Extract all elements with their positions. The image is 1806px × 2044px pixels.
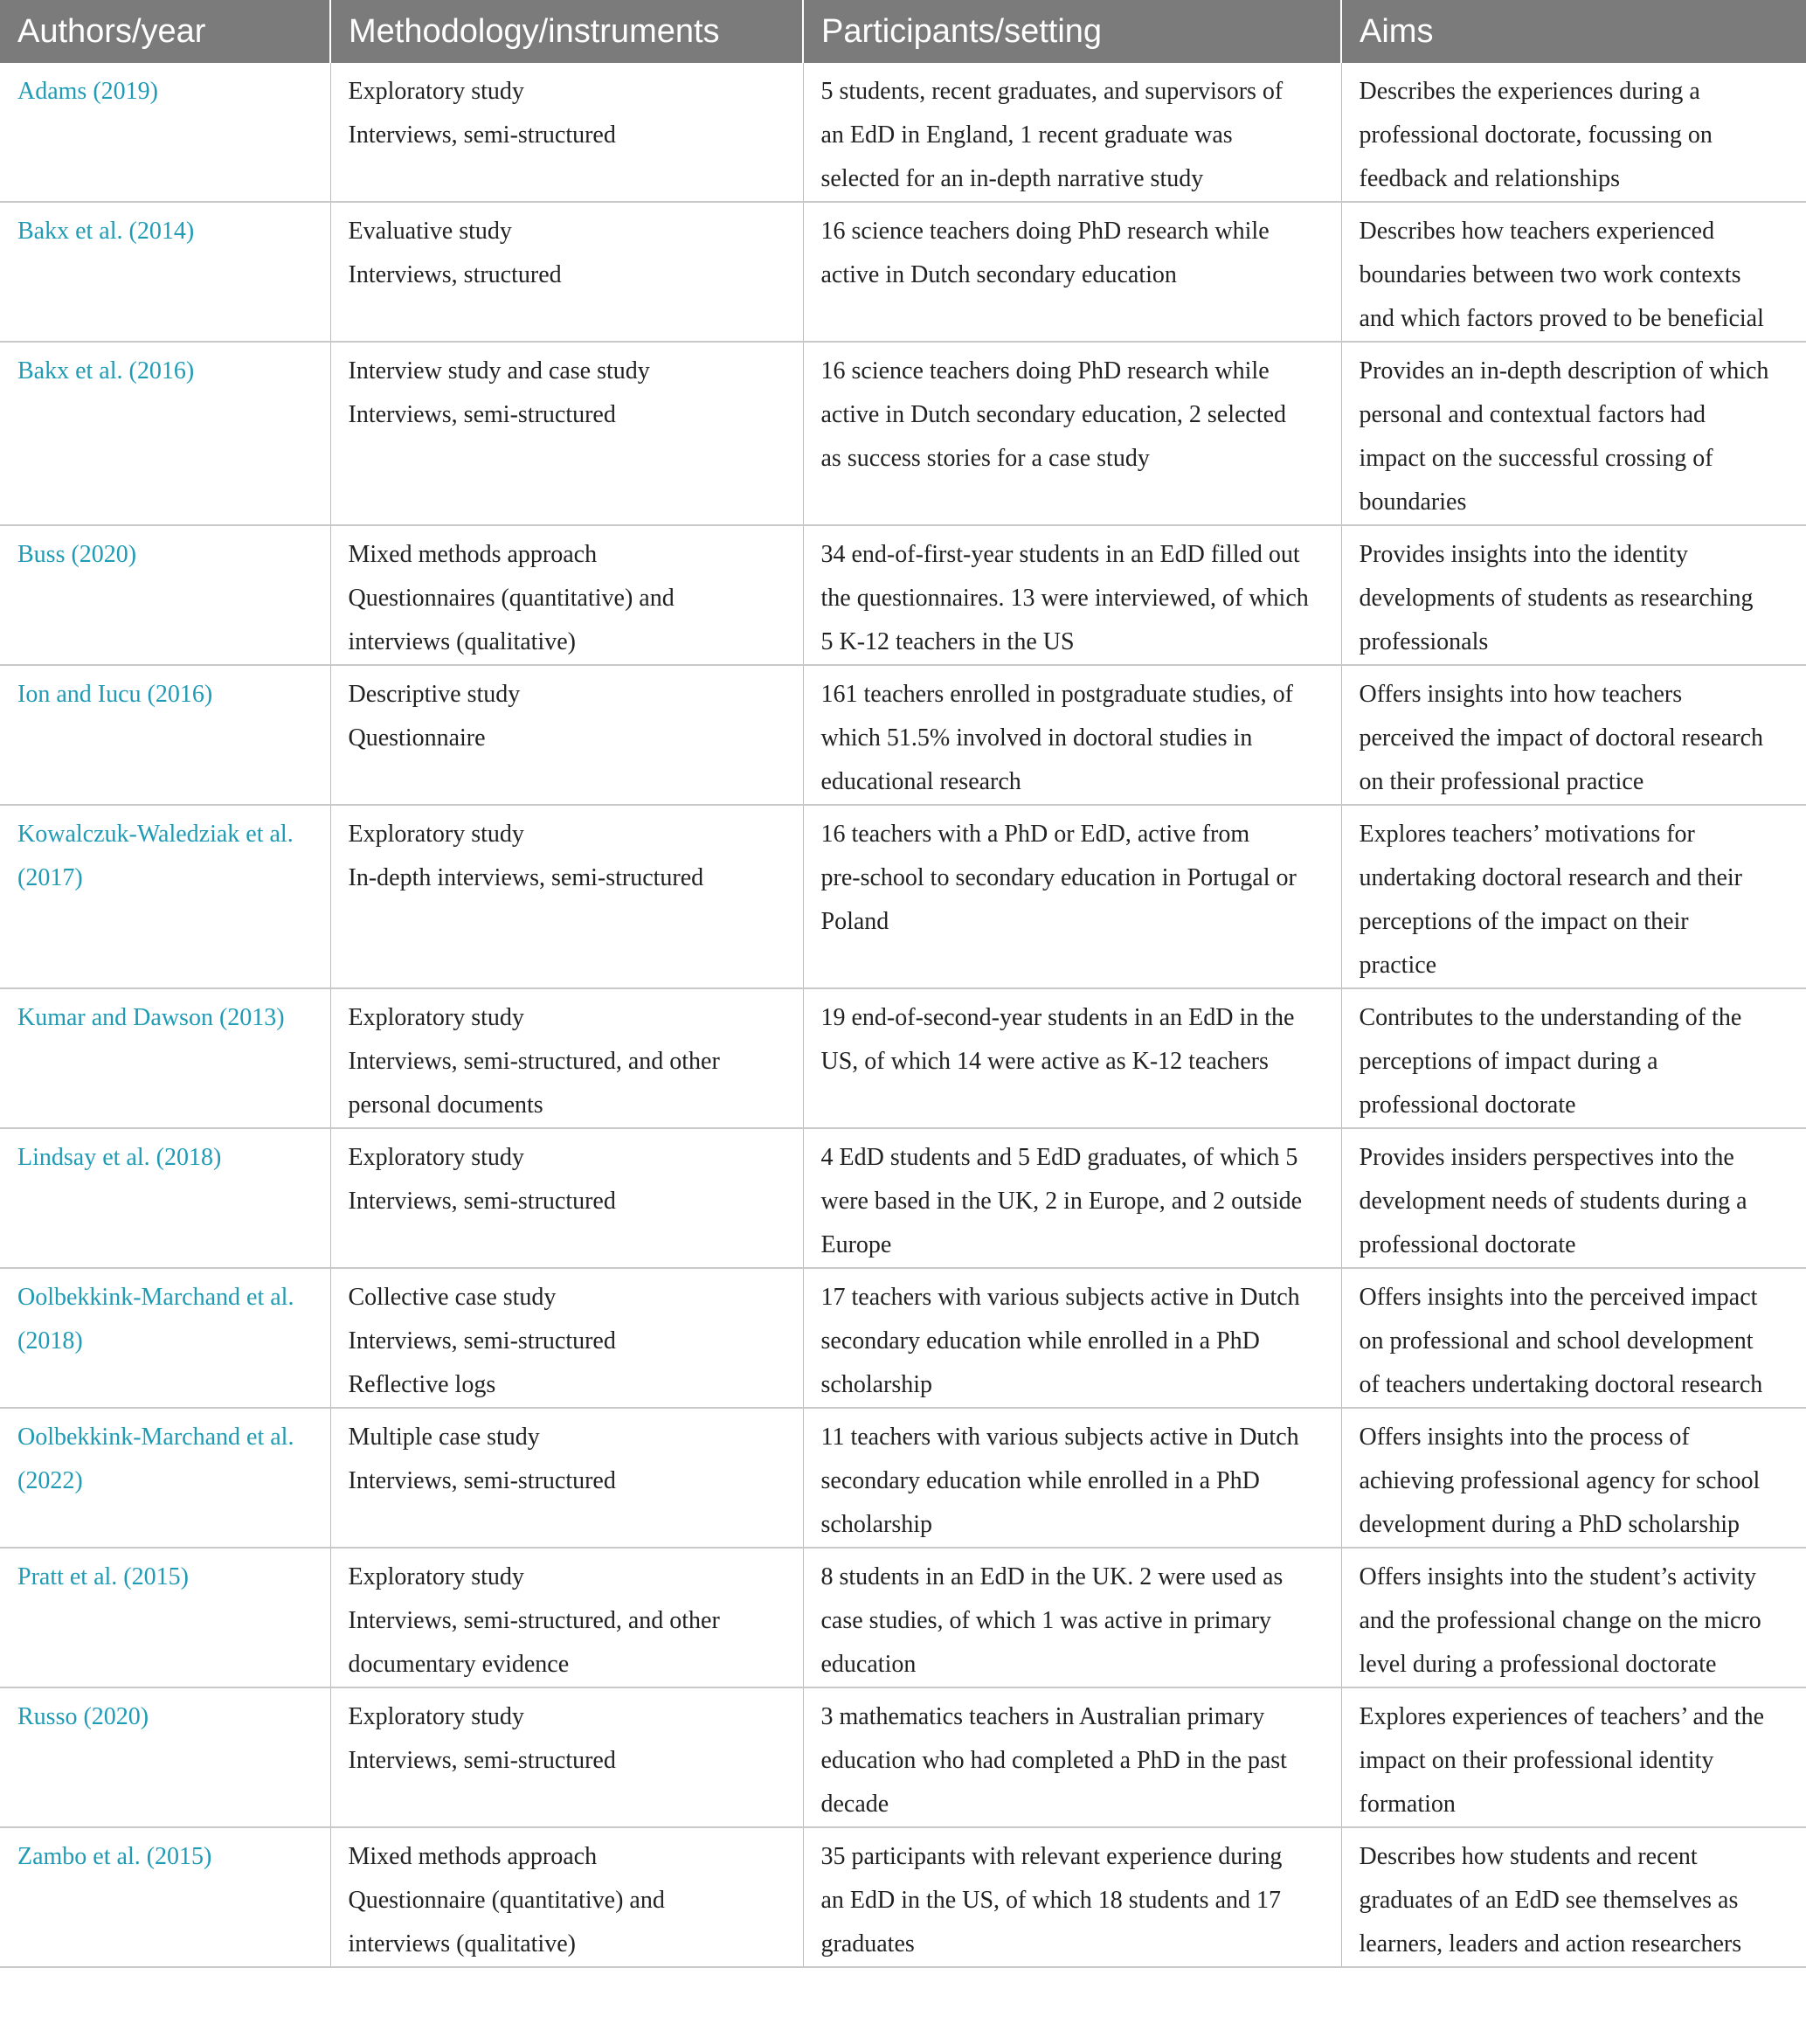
participants-cell xyxy=(803,1827,1341,1967)
aims-line: perceptions of impact during a xyxy=(1359,1048,1658,1075)
author-link[interactable]: (2018) xyxy=(17,1327,83,1355)
author-link[interactable]: Russo (2020) xyxy=(17,1703,149,1730)
table-row xyxy=(0,1687,1806,1827)
methodology-cell xyxy=(330,805,803,988)
methodology-line: Questionnaire (quantitative) and xyxy=(348,1887,665,1914)
aims-line: perceptions of the impact on their xyxy=(1359,908,1689,935)
participants-line: scholarship xyxy=(820,1511,933,1538)
header-participants-setting: Participants/setting xyxy=(803,0,1341,63)
participants-line: US, of which 14 were active as K-12 teachers xyxy=(820,1048,1269,1075)
participants-line: educational research xyxy=(820,768,1021,795)
participants-line: an EdD in England, 1 recent graduate was xyxy=(820,121,1233,149)
aims-cell xyxy=(1341,1408,1806,1548)
methodology-line: Multiple case study xyxy=(348,1424,540,1451)
methodology-line: Exploratory study xyxy=(348,1703,524,1730)
participants-line: graduates xyxy=(820,1930,915,1957)
author-cell[interactable] xyxy=(0,1548,330,1687)
aims-line: level during a professional doctorate xyxy=(1359,1651,1717,1678)
methodology-line: documentary evidence xyxy=(348,1651,570,1678)
aims-cell xyxy=(1341,202,1806,342)
participants-line: 16 teachers with a PhD or EdD, active from xyxy=(820,821,1250,848)
participants-line: Europe xyxy=(820,1231,892,1258)
author-cell[interactable] xyxy=(0,988,330,1128)
participants-line: scholarship xyxy=(820,1371,933,1398)
participants-line: 5 students, recent graduates, and supervisors of xyxy=(820,78,1284,105)
table-row xyxy=(0,342,1806,525)
aims-line: formation xyxy=(1359,1791,1456,1818)
aims-line: boundaries between two work contexts xyxy=(1359,261,1741,288)
participants-cell xyxy=(803,988,1341,1128)
aims-line: personal and contextual factors had xyxy=(1359,401,1706,428)
aims-line: development during a PhD scholarship xyxy=(1359,1511,1740,1538)
aims-line: boundaries xyxy=(1359,488,1467,516)
aims-line: practice xyxy=(1359,952,1437,979)
methodology-cell xyxy=(330,1408,803,1548)
aims-line: Offers insights into how teachers xyxy=(1359,681,1683,708)
author-link[interactable]: Kumar and Dawson (2013) xyxy=(17,1004,285,1031)
aims-cell xyxy=(1341,525,1806,665)
methodology-cell xyxy=(330,1128,803,1268)
author-cell[interactable] xyxy=(0,1687,330,1827)
author-link[interactable]: Oolbekkink-Marchand et al. xyxy=(17,1424,294,1451)
participants-line: 16 science teachers doing PhD research while xyxy=(820,357,1270,385)
table-row xyxy=(0,988,1806,1128)
aims-line: professional doctorate, focussing on xyxy=(1359,121,1713,149)
methodology-cell xyxy=(330,63,803,202)
author-cell[interactable] xyxy=(0,63,330,202)
table-row xyxy=(0,1548,1806,1687)
methodology-cell xyxy=(330,202,803,342)
aims-cell xyxy=(1341,1827,1806,1967)
methodology-line: Interviews, semi-structured xyxy=(348,1467,616,1494)
participants-line: decade xyxy=(820,1791,889,1818)
author-cell[interactable] xyxy=(0,805,330,988)
table-row xyxy=(0,1268,1806,1408)
aims-line: Describes the experiences during a xyxy=(1359,78,1700,105)
methodology-line: Interviews, semi-structured xyxy=(348,401,616,428)
methodology-line: Exploratory study xyxy=(348,1144,524,1171)
participants-line: education who had completed a PhD in the past xyxy=(820,1747,1287,1774)
participants-line: 11 teachers with various subjects active in Dutch xyxy=(820,1424,1299,1451)
participants-cell xyxy=(803,63,1341,202)
table-row xyxy=(0,202,1806,342)
aims-line: professional doctorate xyxy=(1359,1231,1576,1258)
aims-cell xyxy=(1341,988,1806,1128)
author-cell[interactable] xyxy=(0,1268,330,1408)
methodology-line: Interviews, semi-structured xyxy=(348,1327,616,1355)
table-row xyxy=(0,1827,1806,1967)
author-cell[interactable] xyxy=(0,1827,330,1967)
participants-line: selected for an in-depth narrative study xyxy=(820,165,1204,192)
participants-cell xyxy=(803,665,1341,805)
author-link[interactable]: Bakx et al. (2016) xyxy=(17,357,195,385)
author-link[interactable]: Adams (2019) xyxy=(17,78,158,105)
participants-line: 161 teachers enrolled in postgraduate studies, of xyxy=(820,681,1293,708)
table-row xyxy=(0,665,1806,805)
aims-line: learners, leaders and action researchers xyxy=(1359,1930,1742,1957)
participants-line: were based in the UK, 2 in Europe, and 2 outside xyxy=(820,1188,1303,1215)
author-link[interactable]: Oolbekkink-Marchand et al. xyxy=(17,1284,294,1311)
participants-line: 3 mathematics teachers in Australian primary xyxy=(820,1703,1265,1730)
aims-cell xyxy=(1341,665,1806,805)
participants-cell xyxy=(803,1408,1341,1548)
author-link[interactable]: Zambo et al. (2015) xyxy=(17,1843,212,1870)
aims-line: Offers insights into the process of xyxy=(1359,1424,1690,1451)
methodology-line: Interviews, structured xyxy=(348,261,562,288)
participants-line: as success stories for a case study xyxy=(820,445,1150,472)
methodology-line: In-depth interviews, semi-structured xyxy=(348,864,704,891)
participants-line: 8 students in an EdD in the UK. 2 were used as xyxy=(820,1563,1284,1590)
participants-line: the questionnaires. 13 were interviewed, of which xyxy=(820,585,1309,612)
participants-line: 5 K-12 teachers in the US xyxy=(820,628,1075,655)
table-header xyxy=(0,0,1806,63)
participants-line: 17 teachers with various subjects active in Dutch xyxy=(820,1284,1300,1311)
methodology-line: Descriptive study xyxy=(348,681,521,708)
methodology-cell xyxy=(330,1548,803,1687)
participants-line: 35 participants with relevant experience during xyxy=(820,1843,1283,1870)
methodology-cell xyxy=(330,525,803,665)
aims-line: Explores experiences of teachers’ and the xyxy=(1359,1703,1765,1730)
participants-line: 16 science teachers doing PhD research while xyxy=(820,218,1270,245)
aims-line: and the professional change on the micro xyxy=(1359,1607,1761,1634)
methodology-line: Interviews, semi-structured xyxy=(348,121,616,149)
aims-line: Contributes to the understanding of the xyxy=(1359,1004,1742,1031)
aims-line: development needs of students during a xyxy=(1359,1188,1747,1215)
aims-line: and which factors proved to be beneficial xyxy=(1359,305,1764,332)
aims-line: perceived the impact of doctoral research xyxy=(1359,724,1764,752)
header-authors-year: Authors/year xyxy=(0,0,330,63)
participants-line: 34 end-of-first-year students in an EdD filled out xyxy=(820,541,1300,568)
participants-line: an EdD in the US, of which 18 students and 17 xyxy=(820,1887,1281,1914)
participants-line: 19 end-of-second-year students in an EdD in the xyxy=(820,1004,1295,1031)
aims-cell xyxy=(1341,342,1806,525)
aims-line: graduates of an EdD see themselves as xyxy=(1359,1887,1739,1914)
participants-cell xyxy=(803,1687,1341,1827)
aims-cell xyxy=(1341,1548,1806,1687)
methodology-line: Reflective logs xyxy=(348,1371,496,1398)
author-link[interactable]: Bakx et al. (2014) xyxy=(17,218,195,245)
methodology-line: Interviews, semi-structured, and other xyxy=(348,1607,720,1634)
participants-cell xyxy=(803,202,1341,342)
aims-line: Provides an in-depth description of which xyxy=(1359,357,1769,385)
author-cell[interactable] xyxy=(0,525,330,665)
author-link[interactable]: (2022) xyxy=(17,1467,83,1494)
participants-line: Poland xyxy=(820,908,889,935)
participants-cell xyxy=(803,1548,1341,1687)
participants-line: 4 EdD students and 5 EdD graduates, of which 5 xyxy=(820,1144,1298,1171)
methodology-line: Interviews, semi-structured xyxy=(348,1188,616,1215)
header-row xyxy=(0,0,1806,63)
author-link[interactable]: Kowalczuk-Waledziak et al. xyxy=(17,821,294,848)
table-body xyxy=(0,63,1806,1967)
participants-line: active in Dutch secondary education xyxy=(820,261,1177,288)
table-row xyxy=(0,525,1806,665)
aims-cell xyxy=(1341,63,1806,202)
participants-cell xyxy=(803,1268,1341,1408)
header-aims: Aims xyxy=(1341,0,1806,63)
methodology-line: Exploratory study xyxy=(348,1563,524,1590)
author-cell[interactable] xyxy=(0,1408,330,1548)
aims-line: impact on their professional identity xyxy=(1359,1747,1714,1774)
aims-line: on professional and school development xyxy=(1359,1327,1754,1355)
author-link[interactable]: Pratt et al. (2015) xyxy=(17,1563,189,1590)
aims-line: Provides insiders perspectives into the xyxy=(1359,1144,1734,1171)
methodology-line: interviews (qualitative) xyxy=(348,628,576,655)
aims-line: Provides insights into the identity xyxy=(1359,541,1688,568)
methodology-cell xyxy=(330,1827,803,1967)
author-cell[interactable] xyxy=(0,1128,330,1268)
aims-line: achieving professional agency for school xyxy=(1359,1467,1761,1494)
methodology-line: Collective case study xyxy=(348,1284,557,1311)
participants-line: secondary education while enrolled in a PhD xyxy=(820,1327,1260,1355)
author-link[interactable]: Buss (2020) xyxy=(17,541,137,568)
methodology-cell xyxy=(330,665,803,805)
table-row xyxy=(0,63,1806,202)
participants-cell xyxy=(803,805,1341,988)
aims-cell xyxy=(1341,1268,1806,1408)
methodology-line: Interview study and case study xyxy=(348,357,650,385)
participants-line: active in Dutch secondary education, 2 selected xyxy=(820,401,1287,428)
methodology-cell xyxy=(330,1268,803,1408)
methodology-line: Exploratory study xyxy=(348,1004,524,1031)
methodology-cell xyxy=(330,342,803,525)
aims-cell xyxy=(1341,1128,1806,1268)
participants-line: secondary education while enrolled in a PhD xyxy=(820,1467,1260,1494)
aims-line: feedback and relationships xyxy=(1359,165,1621,192)
table-row xyxy=(0,1128,1806,1268)
aims-line: Explores teachers’ motivations for xyxy=(1359,821,1695,848)
aims-line: of teachers undertaking doctoral research xyxy=(1359,1371,1763,1398)
methodology-line: personal documents xyxy=(348,1091,543,1119)
participants-cell xyxy=(803,1128,1341,1268)
table-row xyxy=(0,1408,1806,1548)
aims-line: undertaking doctoral research and their xyxy=(1359,864,1742,891)
methodology-line: Mixed methods approach xyxy=(348,1843,598,1870)
aims-line: professionals xyxy=(1359,628,1489,655)
methodology-line: Questionnaire xyxy=(348,724,486,752)
participants-cell xyxy=(803,525,1341,665)
author-link[interactable]: (2017) xyxy=(17,864,83,891)
aims-cell xyxy=(1341,805,1806,988)
participants-line: pre-school to secondary education in Portugal or xyxy=(820,864,1297,891)
methodology-line: Evaluative study xyxy=(348,218,512,245)
methodology-line: Exploratory study xyxy=(348,78,524,105)
methodology-cell xyxy=(330,988,803,1128)
header-methodology-instruments: Methodology/instruments xyxy=(330,0,803,63)
aims-cell xyxy=(1341,1687,1806,1827)
aims-line: Describes how students and recent xyxy=(1359,1843,1698,1870)
participants-line: case studies, of which 1 was active in primary xyxy=(820,1607,1272,1634)
author-link[interactable]: Ion and Iucu (2016) xyxy=(17,681,213,708)
aims-line: developments of students as researching xyxy=(1359,585,1754,612)
author-link[interactable]: Lindsay et al. (2018) xyxy=(17,1144,222,1171)
methodology-line: Questionnaires (quantitative) and xyxy=(348,585,675,612)
methodology-line: Mixed methods approach xyxy=(348,541,598,568)
participants-line: education xyxy=(820,1651,917,1678)
methodology-line: Interviews, semi-structured xyxy=(348,1747,616,1774)
methodology-line: Exploratory study xyxy=(348,821,524,848)
aims-line: Offers insights into the perceived impact xyxy=(1359,1284,1758,1311)
aims-line: professional doctorate xyxy=(1359,1091,1576,1119)
author-cell[interactable] xyxy=(0,342,330,525)
participants-cell xyxy=(803,342,1341,525)
author-cell[interactable] xyxy=(0,202,330,342)
author-cell[interactable] xyxy=(0,665,330,805)
methodology-cell xyxy=(330,1687,803,1827)
aims-line: impact on the successful crossing of xyxy=(1359,445,1713,472)
methodology-line: interviews (qualitative) xyxy=(348,1930,576,1957)
aims-line: Offers insights into the student’s activity xyxy=(1359,1563,1756,1590)
methodology-line: Interviews, semi-structured, and other xyxy=(348,1048,720,1075)
aims-line: on their professional practice xyxy=(1359,768,1644,795)
aims-line: Describes how teachers experienced xyxy=(1359,218,1715,245)
participants-line: which 51.5% involved in doctoral studies in xyxy=(820,724,1253,752)
table-row xyxy=(0,805,1806,988)
